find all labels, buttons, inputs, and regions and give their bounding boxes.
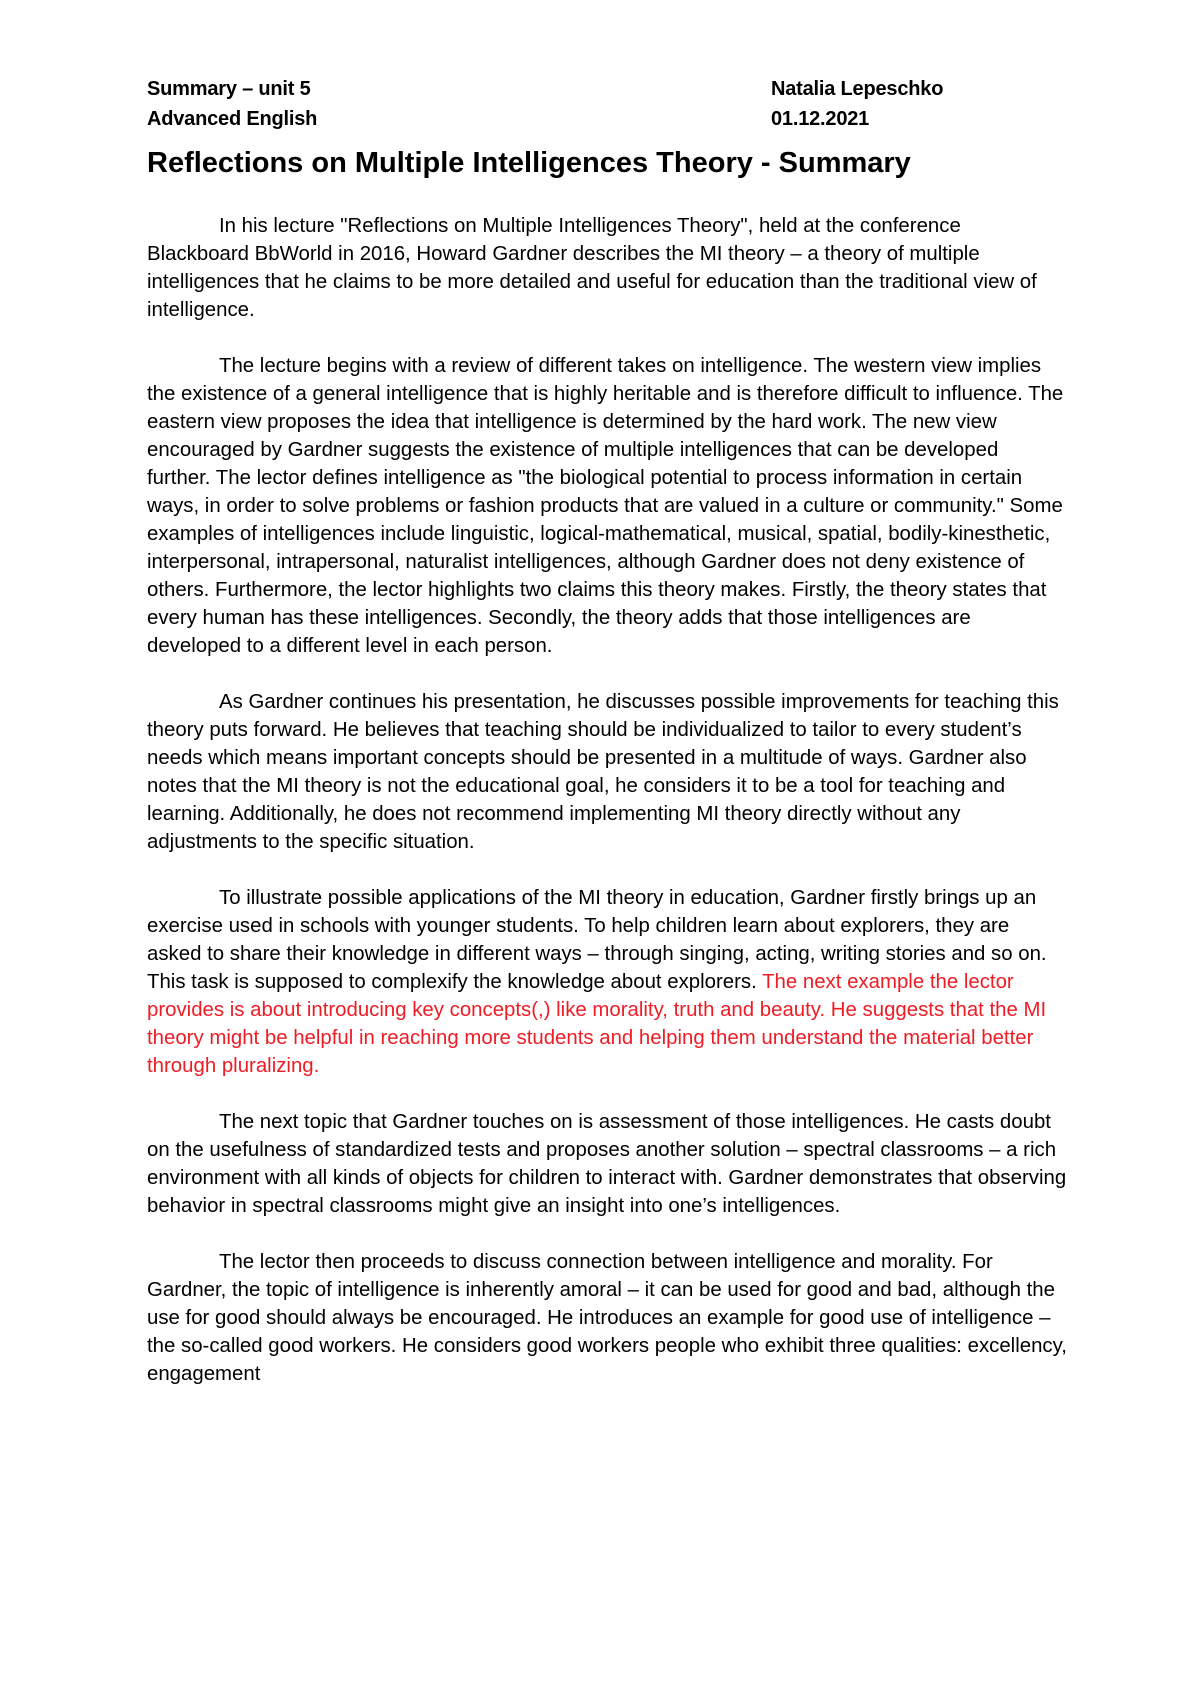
document-title: Reflections on Multiple Intelligences Theory - Summary xyxy=(147,147,911,179)
paragraph-intro: In his lecture "Reflections on Multiple Intelligences Theory", held at the conference Blackboard BbWorld in 2016, Howard Gardner describes the MI theory – a theory of multiple intelligences that he claims to be more detailed and useful for education than the traditional view of intelligence. xyxy=(147,215,1037,321)
document-body xyxy=(147,212,1067,1416)
header-row-2 xyxy=(147,104,947,134)
header-unit-label: Summary – unit 5 xyxy=(147,78,311,100)
paragraph-views-on-intelligence: The lecture begins with a review of different takes on intelligence. The western view implies the existence of a general intelligence that is highly heritable and is therefore difficult to influence. The eastern view proposes the idea that intelligence is determined by the hard work. The new view encouraged by Gardner suggests the existence of multiple intelligences that can be developed further. The lector defines intelligence as "the biological potential to process information in certain ways, in order to solve problems or fashion products that are valued in a culture or community." Some examples of intelligences include linguistic, logical-mathematical, musical, spatial, bodily-kinesthetic, interpersonal, intrapersonal, naturalist intelligences, although Gardner does not deny existence of others. Furthermore, the lector highlights two claims this theory makes. Firstly, the theory states that every human has these intelligences. Secondly, the theory adds that those intelligences are developed to a different level in each person. xyxy=(147,355,1064,657)
paragraph-applications xyxy=(147,884,1067,1080)
header-author-name: Natalia Lepeschko xyxy=(771,78,944,100)
header-row-1 xyxy=(147,74,947,104)
applications-text: To illustrate possible applications of the MI theory in education, Gardner firstly brings up an exercise used in schools with younger students. To help children learn about explorers, they are asked to share their knowledge in different ways – through singing, acting, writing stories and so on. This task is supposed to complexify the knowledge about explorers. xyxy=(147,887,1047,993)
document-header xyxy=(147,74,947,134)
header-course-label: Advanced English xyxy=(147,108,318,130)
highlighted-text: The next example the lector provides is about introducing key concepts(,) like morality, truth and beauty. He suggests that the MI theory might be helpful in reaching more students and helping them understand the material better through pluralizing. xyxy=(147,971,1047,1077)
header-date: 01.12.2021 xyxy=(771,108,870,130)
paragraph-teaching-improvements: As Gardner continues his presentation, he discusses possible improvements for teaching this theory puts forward. He believes that teaching should be individualized to tailor to every student’s needs which means important concepts should be presented in a multitude of ways. Gardner also notes that the MI theory is not the educational goal, he considers it to be a tool for teaching and learning. Additionally, he does not recommend implementing MI theory directly without any adjustments to the specific situation. xyxy=(147,691,1059,853)
paragraph-assessment: The next topic that Gardner touches on is assessment of those intelligences. He casts doubt on the usefulness of standardized tests and proposes another solution – spectral classrooms – a rich environment with all kinds of objects for children to interact with. Gardner demonstrates that observing behavior in spectral classrooms might give an insight into one’s intelligences. xyxy=(147,1111,1067,1217)
paragraph-morality: The lector then proceeds to discuss connection between intelligence and morality. For Gardner, the topic of intelligence is inherently amoral – it can be used for good and bad, although the use for good should always be encouraged. He introduces an example for good use of intelligence – the so-called good workers. He considers good workers people who exhibit three qualities: excellency, engagement xyxy=(147,1251,1067,1385)
